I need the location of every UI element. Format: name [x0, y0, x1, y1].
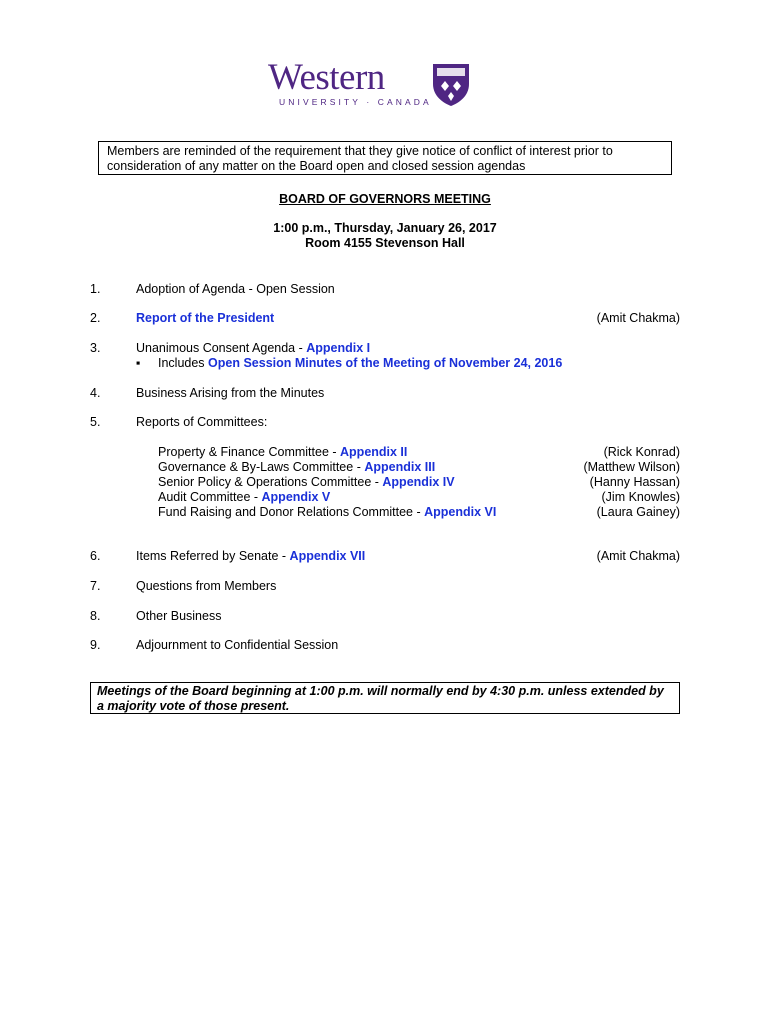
- item-number: 7.: [90, 579, 101, 593]
- appendix-vii-link[interactable]: Appendix VII: [289, 549, 366, 563]
- sub-item-text: Includes: [158, 356, 209, 370]
- committee-row: [158, 460, 435, 475]
- appendix-iii-link[interactable]: Appendix III: [364, 460, 436, 474]
- logo-subtitle: UNIVERSITY · CANADA: [279, 97, 432, 107]
- item-number: 6.: [90, 549, 101, 563]
- item-number: 1.: [90, 282, 101, 296]
- item-number: 8.: [90, 609, 101, 623]
- presenter: (Laura Gainey): [596, 505, 680, 519]
- report-of-president-link[interactable]: Report of the President: [136, 311, 275, 325]
- appendix-i-link[interactable]: Appendix I: [306, 341, 371, 355]
- appendix-vi-link[interactable]: Appendix VI: [424, 505, 497, 519]
- western-logo: [268, 58, 478, 114]
- committee-row: [158, 490, 330, 505]
- sub-item: [158, 356, 562, 371]
- agenda-item: [136, 341, 370, 356]
- agenda-item-text: Adjournment to Confidential Session: [136, 638, 339, 652]
- agenda-item-text: Reports of Committees:: [136, 415, 268, 429]
- item-number: 9.: [90, 638, 101, 652]
- appendix-ii-link[interactable]: Appendix II: [340, 445, 408, 459]
- agenda-item-text: Adoption of Agenda - Open Session: [136, 282, 335, 296]
- meeting-title: BOARD OF GOVERNORS MEETING: [279, 192, 491, 206]
- crest-icon: [431, 62, 471, 108]
- committee-name: Fund Raising and Donor Relations Committee -: [158, 505, 425, 519]
- item-number: 5.: [90, 415, 101, 429]
- agenda-item-text: Items Referred by Senate -: [136, 549, 290, 563]
- presenter: (Matthew Wilson): [583, 460, 680, 474]
- committee-name: Governance & By-Laws Committee -: [158, 460, 365, 474]
- committee-row: [158, 505, 496, 520]
- bullet-icon: ▪: [136, 356, 141, 370]
- agenda-item-text: Other Business: [136, 609, 222, 623]
- logo-wordmark: Western: [268, 57, 385, 98]
- presenter: (Hanny Hassan): [589, 475, 680, 489]
- committee-name: Senior Policy & Operations Committee -: [158, 475, 383, 489]
- committee-name: Audit Committee -: [158, 490, 262, 504]
- presenter: (Amit Chakma): [596, 549, 680, 563]
- minutes-link[interactable]: Open Session Minutes of the Meeting of November 24, 2016: [208, 356, 563, 370]
- presenter: (Rick Konrad): [603, 445, 680, 459]
- agenda-item-text: Questions from Members: [136, 579, 277, 593]
- conflict-notice: Members are reminded of the requirement that they give notice of conflict of interest prior to consideration of any matter on the Board open and closed session agendas: [98, 141, 672, 175]
- meeting-room: Room 4155 Stevenson Hall: [305, 236, 465, 250]
- item-number: 2.: [90, 311, 101, 325]
- presenter: (Jim Knowles): [601, 490, 680, 504]
- meeting-time: 1:00 p.m., Thursday, January 26, 2017: [273, 221, 497, 235]
- committee-row: [158, 475, 455, 490]
- appendix-v-link[interactable]: Appendix V: [261, 490, 331, 504]
- meeting-end-notice: Meetings of the Board beginning at 1:00 p.m. will normally end by 4:30 p.m. unless extended by a majority vote of those present.: [90, 682, 680, 714]
- agenda-item-text: Business Arising from the Minutes: [136, 386, 325, 400]
- committee-name: Property & Finance Committee -: [158, 445, 341, 459]
- agenda-item-text: Unanimous Consent Agenda -: [136, 341, 307, 355]
- item-number: 4.: [90, 386, 101, 400]
- agenda-item: [136, 549, 365, 564]
- agenda-item: [136, 311, 274, 326]
- committee-row: [158, 445, 407, 460]
- presenter: (Amit Chakma): [596, 311, 680, 325]
- item-number: 3.: [90, 341, 101, 355]
- appendix-iv-link[interactable]: Appendix IV: [382, 475, 455, 489]
